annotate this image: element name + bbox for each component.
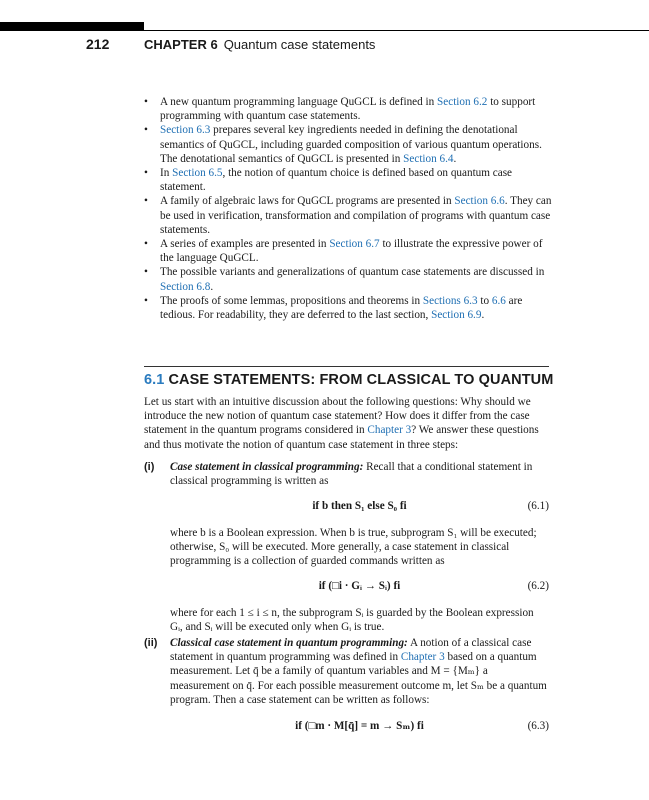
header-rule bbox=[144, 30, 649, 31]
equation-expression: if (□m · M[q̄] = m → Sₘ) fi bbox=[295, 720, 424, 732]
section-link[interactable]: Section 6.3 bbox=[160, 124, 211, 137]
section-number: 6.1 bbox=[144, 372, 165, 388]
equation-explanation: where for each 1 ≤ i ≤ n, the subprogram Sᵢ is guarded by the Boolean expression Gᵢ, and Sᵢ will be executed only when Gᵢ is true. bbox=[170, 607, 534, 634]
list-item: • The possible variants and generalizations of quantum case statements are discussed in Section 6.8. bbox=[144, 265, 554, 293]
list-item: • A new quantum programming language QuGCL is defined in Section 6.2 to support programming with quantum case statements. bbox=[144, 95, 554, 123]
item-label: (ii) bbox=[144, 637, 158, 649]
section-rule bbox=[144, 366, 549, 367]
header-bar bbox=[0, 22, 144, 31]
section-link[interactable]: Section 6.4 bbox=[403, 152, 454, 165]
section-title: CASE STATEMENTS: FROM CLASSICAL TO QUANTUM bbox=[168, 372, 554, 388]
page-number: 212 bbox=[86, 36, 110, 52]
list-item: • A family of algebraic laws for QuGCL programs are presented in Section 6.6. They can be used in verification, transformation and compilation of programs with quantum case statements. bbox=[144, 194, 554, 237]
chapter-link[interactable]: Chapter 3 bbox=[367, 424, 412, 437]
equation-number: (6.3) bbox=[527, 720, 549, 732]
equation-number: (6.1) bbox=[527, 500, 549, 512]
running-head bbox=[144, 37, 375, 52]
equation-number: (6.2) bbox=[527, 580, 549, 592]
section-link[interactable]: Section 6.7 bbox=[329, 238, 380, 251]
step-item-quantum-classical: (ii) Classical case statement in quantum programming: A notion of a classical case statement in quantum programming was defined in Chapter 3 based on a quantum measurement. Let q̄ be a family of quantum variables and M = {Mₘ} a measurement on q̄. For each possible measurement outcome m, let Sₘ be a quantum program. Then a case statement can be written as follows: bbox=[144, 637, 547, 706]
list-item: • Section 6.3 prepares several key ingredients needed in defining the denotational semantics of QuGCL, including guarded composition of various quantum operations. The denotational semantics of QuGCL is presented in Section 6.4. bbox=[144, 123, 554, 166]
chapter-outline-list bbox=[144, 95, 554, 322]
chapter-label: CHAPTER 6 bbox=[144, 37, 218, 52]
step-item-classical: (i) Case statement in classical programming: Recall that a conditional statement in classical programming is written as bbox=[144, 461, 533, 488]
list-item: • In Section 6.5, the notion of quantum choice is defined based on quantum case statement. bbox=[144, 166, 554, 194]
item-label: (i) bbox=[144, 461, 155, 473]
list-item: • The proofs of some lemmas, propositions and theorems in Sections 6.3 to 6.6 are tedious. For readability, they are deferred to the last section, Section 6.9. bbox=[144, 294, 554, 322]
section-link[interactable]: Section 6.8 bbox=[160, 280, 211, 293]
list-item: • A series of examples are presented in Section 6.7 to illustrate the expressive power of the language QuGCL. bbox=[144, 237, 554, 265]
chapter-link[interactable]: Chapter 3 bbox=[400, 651, 445, 664]
section-link[interactable]: Sections 6.3 bbox=[422, 294, 478, 307]
section-link[interactable]: 6.6 bbox=[491, 294, 506, 307]
section-link[interactable]: Section 6.9 bbox=[431, 309, 482, 322]
chapter-title: Quantum case statements bbox=[223, 37, 376, 52]
section-link[interactable]: Section 6.2 bbox=[437, 96, 488, 108]
section-link[interactable]: Section 6.6 bbox=[454, 195, 505, 208]
section-heading bbox=[144, 372, 553, 388]
section-link[interactable]: Section 6.5 bbox=[172, 167, 223, 180]
equation-expression: if b then S₁ else S₀ fi bbox=[312, 500, 407, 512]
item-heading: Case statement in classical programming: bbox=[170, 461, 364, 473]
intro-paragraph: Let us start with an intuitive discussion about the following questions: Why should we introduce the new notion of quantum case statement? How does it differ from the case statement in the quantum programs considered in Chapter 3? We answer these questions and thus motivate the notion of quantum case statement in three steps: bbox=[144, 396, 539, 451]
equation-explanation: where b is a Boolean expression. When b is true, subprogram S₁ will be executed; otherwise, S₀ will be executed. More generally, a case statement in classical programming is a collection of guarded commands written as bbox=[170, 527, 537, 568]
item-heading: Classical case statement in quantum programming: bbox=[170, 637, 408, 649]
equation-expression: if (□i · Gᵢ → Sᵢ) fi bbox=[318, 580, 401, 592]
